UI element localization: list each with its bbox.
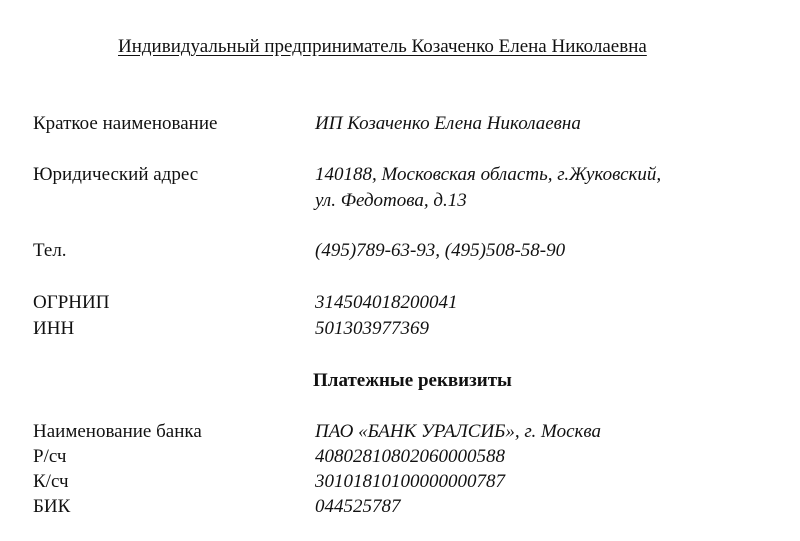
short-name-label: Краткое наименование	[33, 113, 218, 134]
phone-value: (495)789-63-93, (495)508-58-90	[315, 240, 566, 261]
bank-name-value: ПАО «БАНК УРАЛСИБ», г. Москва	[315, 421, 602, 442]
document-title: Индивидуальный предприниматель Козаченко Елена Николаевна	[118, 36, 647, 57]
payment-section-heading: Платежные реквизиты	[313, 370, 512, 391]
ogrnip-value: 314504018200041	[315, 292, 458, 313]
settlement-account-value: 40802810802060000588	[315, 446, 505, 467]
bik-value: 044525787	[315, 496, 401, 517]
ogrnip-label: ОГРНИП	[33, 292, 110, 313]
correspondent-account-value: 30101810100000000787	[315, 471, 505, 492]
settlement-account-label: Р/сч	[33, 446, 67, 467]
legal-address-value-line1: 140188, Московская область, г.Жуковский,	[315, 164, 662, 185]
phone-label: Тел.	[33, 240, 67, 261]
legal-address-label: Юридический адрес	[33, 164, 199, 185]
inn-label: ИНН	[33, 318, 75, 339]
bank-name-label: Наименование банка	[33, 421, 202, 442]
legal-address-value-line2: ул. Федотова, д.13	[315, 190, 467, 211]
inn-value: 501303977369	[315, 318, 429, 339]
bik-label: БИК	[33, 496, 71, 517]
correspondent-account-label: К/сч	[33, 471, 69, 492]
short-name-value: ИП Козаченко Елена Николаевна	[315, 113, 581, 134]
